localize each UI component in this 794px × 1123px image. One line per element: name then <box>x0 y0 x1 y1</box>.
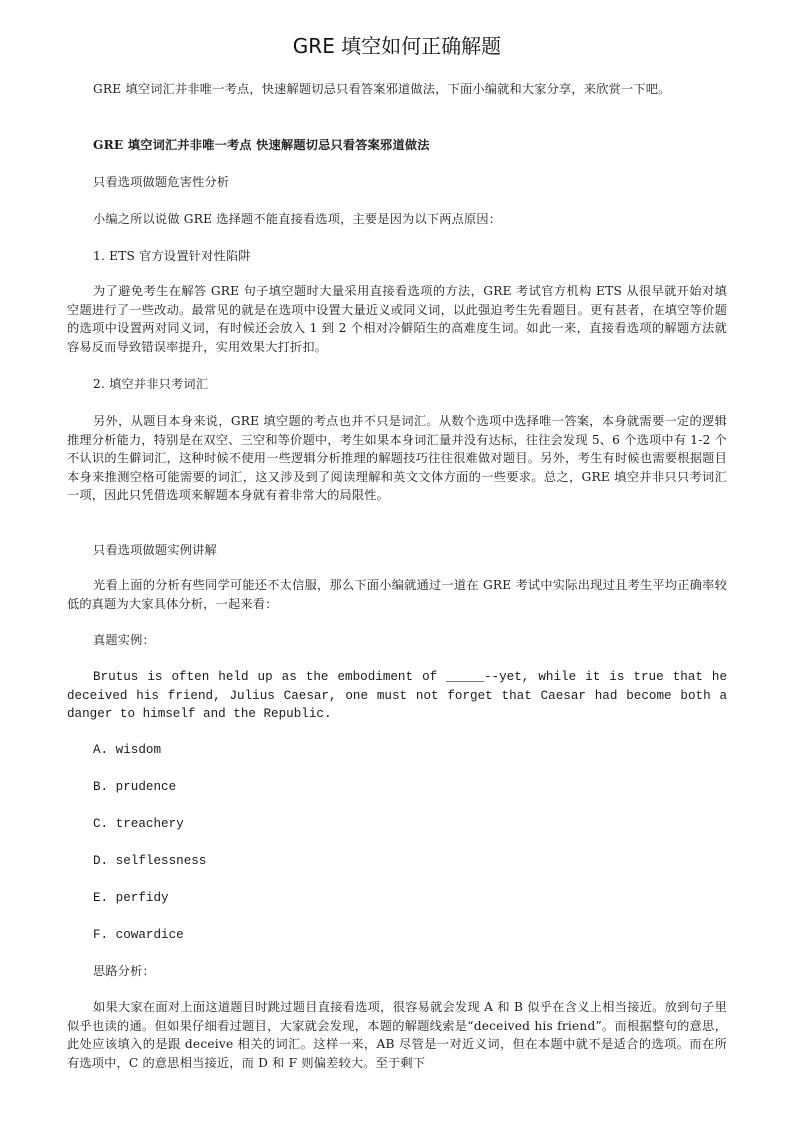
example-label: 真题实例： <box>93 633 155 647</box>
option-c: C. treachery <box>93 817 184 831</box>
option-b: B. prudence <box>93 780 177 794</box>
intro-paragraph: GRE 填空词汇并非唯一考点，快速解题切忌只看答案邪道做法，下面小编就和大家分享，来欣赏一下吧。 <box>93 82 671 96</box>
point-2-heading: 2. 填空并非只考词汇 <box>93 377 209 391</box>
reason-intro-paragraph: 小编之所以说做 GRE 选择题不能直接看选项，主要是因为以下两点原因： <box>93 212 502 226</box>
example-intro-paragraph: 光看上面的分析有些同学可能还不太信服，那么下面小编就通过一道在 GRE 考试中实际出现过且考生平均正确率较低的真题为大家具体分析，一起来看： <box>67 578 727 611</box>
point-2-body: 另外，从题目本身来说，GRE 填空题的考点也并不只是词汇。从数个选项中选择唯一答案，本身就需要一定的逻辑推理分析能力，特别是在双空、三空和等价题中，考生如果本身词汇量并没有达标，往往会发现 5、6 个选项中有 1-2 个不认识的生僻词汇，这种时候不使用一些逻辑分析推理的解题技巧往往很难做对题目。另外，考生有时候也需要根据题目本身来推测空格可能需要的词汇，这又涉及到了阅读理解和英文文体方面的一些要求。总之，GRE 填空并非只只考词汇一项，因此只凭借选项来解题本身就有着非常大的局限性。 <box>67 414 727 502</box>
point-1-body: 为了避免考生在解答 GRE 句子填空题时大量采用直接看选项的方法，GRE 考试官方机构 ETS 从很早就开始对填空题进行了一些改动。最常见的就是在选项中设置大量近义或同义词，以此强迫考生先看题目。更有甚者，在填空等价题的选项中设置两对同义词，有时候还会放入 1 到 2 个相对冷僻陌生的高难度生词。如此一来，直接看选项的解题方法就容易反而导致错误率提升，实用效果大打折扣。 <box>67 284 727 354</box>
option-a: A. wisdom <box>93 743 162 757</box>
analysis-body: 如果大家在面对上面这道题目时跳过题目直接看选项，很容易就会发现 A 和 B 似乎在含义上相当接近。放到句子里似乎也读的通。但如果仔细看过题目，大家就会发现，本题的解题线索是“deceived his friend”。而根据整句的意思，此处应该填入的是跟 deceive 相关的词汇。这样一来，AB 尽管是一对近义词，但在本题中就不是适合的选项。而在所有选项中，C 的意思相当接近，而 D 和 F 则偏差较大。至于剩下 <box>67 1000 727 1070</box>
point-1-heading: 1. ETS 官方设置针对性陷阱 <box>93 249 251 263</box>
section-heading-risk-analysis: 只看选项做题危害性分析 <box>93 175 230 189</box>
section-heading-example: 只看选项做题实例讲解 <box>93 543 217 557</box>
analysis-label: 思路分析： <box>93 964 155 978</box>
option-d: D. selflessness <box>93 854 207 868</box>
bold-heading: GRE 填空词汇并非唯一考点 快速解题切忌只看答案邪道做法 <box>93 138 430 152</box>
option-f: F. cowardice <box>93 928 184 942</box>
question-text: Brutus is often held up as the embodiment of _____--yet, while it is true that he deceived his friend, Julius Caesar, one must not forget that Caesar had become both a danger to himself and the Republic. <box>67 670 727 721</box>
page-title: GRE 填空如何正确解题 <box>292 34 502 58</box>
option-e: E. perfidy <box>93 891 169 905</box>
